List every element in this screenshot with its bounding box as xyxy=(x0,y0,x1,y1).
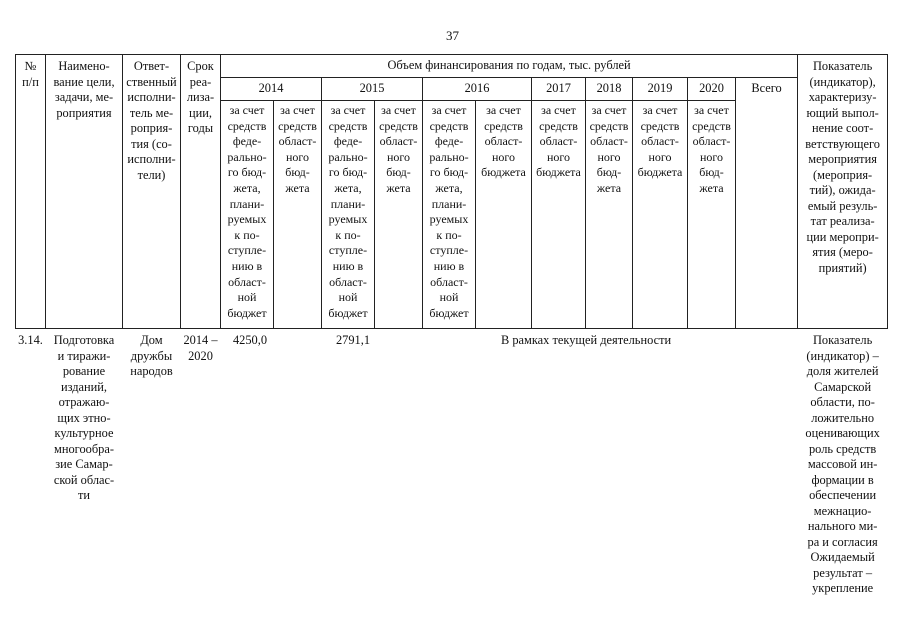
header-year-2016: 2016 xyxy=(423,78,532,101)
header-indicator: Показатель (индикатор), характеризу- ющий выпол- нение соот- ветствующего мероприятия (мероприя- тий), ожида- емый резуль- тат реализа- ции меропри- ятия (меро- приятий) xyxy=(798,55,888,329)
header-term: Срок реа- лиза- ции, годы xyxy=(181,55,221,329)
subheader-2015-regional: за счет средств област- ного бюд- жета xyxy=(375,101,423,329)
header-total: Всего xyxy=(736,78,798,329)
row-value-2014-federal: 4250,0 xyxy=(232,333,268,347)
subheader-2020-regional: за счет средств област- ного бюд- жета xyxy=(688,101,736,329)
header-year-2017: 2017 xyxy=(532,78,586,101)
row-funding-note: В рамках текущей деятельности xyxy=(500,333,672,347)
row-term: 2014 – 2020 xyxy=(183,333,218,363)
subheader-2014-regional: за счет средств област- ного бюд- жета xyxy=(274,101,322,329)
header-year-2018: 2018 xyxy=(586,78,633,101)
header-year-2020: 2020 xyxy=(688,78,736,101)
row-indicator: Показатель (индикатор) – доля жителей Самарской области, по- ложительно оценивающих роль средств массовой ин- формации в обеспечении межнацио- нального ми- ра и согласия Ожидаемый результат – укрепление xyxy=(805,333,880,595)
row-value-2015-federal: 2791,1 xyxy=(335,333,371,347)
row-responsible: Дом дружбы народов xyxy=(130,333,173,378)
row-value-2014-regional xyxy=(274,329,322,597)
header-responsible: Ответ- ственный исполни- тель ме- роприя- тия (со- исполни- тели) xyxy=(123,55,181,329)
header-year-2015: 2015 xyxy=(322,78,423,101)
header-funding-title: Объем финансирования по годам, тыс. рублей xyxy=(221,55,798,78)
header-name: Наимено- вание цели, задачи, ме- роприятия xyxy=(46,55,123,329)
table-row xyxy=(16,329,888,597)
header-number: № п/п xyxy=(16,55,46,329)
header-year-2019: 2019 xyxy=(633,78,688,101)
row-number: 3.14. xyxy=(18,333,43,347)
subheader-2015-federal: за счет средств феде- рально- го бюд- жета, плани- руемых к по- ступле- нию в област- ной бюджет xyxy=(322,101,375,329)
subheader-2016-federal: за счет средств феде- рально- го бюд- жета, плани- руемых к по- ступле- нию в област- ной бюджет xyxy=(423,101,476,329)
subheader-2019-regional: за счет средств област- ного бюджета xyxy=(633,101,688,329)
page-number: 37 xyxy=(446,28,459,43)
program-table xyxy=(15,54,888,597)
header-year-2014: 2014 xyxy=(221,78,322,101)
subheader-2016-regional: за счет средств област- ного бюджета xyxy=(476,101,532,329)
subheader-2017-regional: за счет средств област- ного бюджета xyxy=(532,101,586,329)
subheader-2018-regional: за счет средств област- ного бюд- жета xyxy=(586,101,633,329)
row-name: Подготовка и тиражи- рование изданий, отражаю- щих этно- культурное многообра- зие Самар- ской облас- ти xyxy=(53,333,115,502)
subheader-2014-federal: за счет средств феде- рально- го бюд- жета, плани- руемых к по- ступле- нию в област- ной бюджет xyxy=(221,101,274,329)
